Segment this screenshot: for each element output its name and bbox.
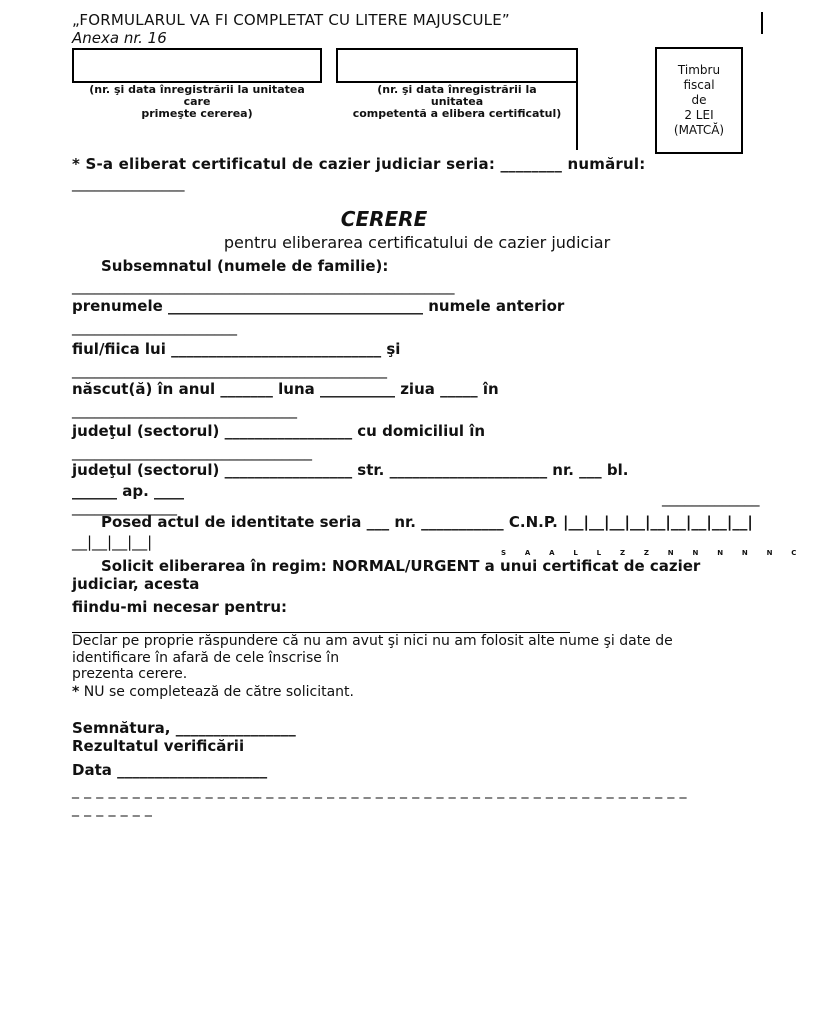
request-regime-continuation: judiciar, acesta [72,575,200,593]
apartment-line[interactable]: ______ ap. ____ [72,482,185,500]
applicant-note [72,684,354,700]
registration-box-receiving-unit[interactable] [72,48,322,83]
domicile-blank[interactable]: ________________________________ [72,443,312,461]
issued-certificate-line: * S-a eliberat certificatul de cazier judiciar seria: ________ numărul: [72,155,646,173]
family-name-blank[interactable]: ___________________________________________________ [72,277,455,295]
birth-line[interactable]: născut(ă) în anul _______ luna __________ ziua _____ în [72,380,499,398]
cnp-continuation[interactable]: __|__|__|__| [72,533,153,551]
page-title: CERERE [340,207,428,231]
registration-label-receiving-unit: (nr. şi data înregistrării la unitatea care primeşte cererea) [89,83,305,120]
first-name-line[interactable]: prenumele __________________________________ numele anterior [72,297,565,315]
annex-number: Anexa nr. 16 [72,29,167,47]
page-subtitle: pentru eliberarea certificatului de cazier judiciar [223,233,611,252]
verification-result-label: Rezultatul verificării [72,737,245,755]
county-birth-line[interactable]: judeţul (sectorul) _________________ cu domiciliul în [72,422,486,440]
county-address-line[interactable]: judeţul (sectorul) _________________ str. _____________________ nr. ___ bl. [72,461,629,479]
dashed-separator: _ _ _ _ _ _ _ _ _ _ _ _ _ _ _ _ _ _ _ _ _ _ _ _ _ _ _ _ _ _ _ _ _ _ _ _ _ _ _ _ _ _ _ _ _ _ _ _ _ _ _ [72,783,687,799]
dashed-separator-end: _ _ _ _ _ _ _ [72,801,153,817]
corner-mark [761,12,763,34]
note-asterisk: * [72,684,80,700]
note-text: NU se completează de către solicitant. [79,684,354,700]
declaration-line-2: identificare în afară de cele înscrise în [72,650,340,666]
cnp-letter-legend: S A A L L Z Z N N N N N C [501,549,805,557]
purpose-label: fiindu-mi necesar pentru: [72,598,287,616]
form-notice: „FORMULARUL VA FI COMPLETAT CU LITERE MAJUSCULE” [72,11,510,29]
address-extra-blank-2[interactable]: ______________ [72,498,177,516]
registration-box-competent-unit[interactable] [336,48,578,83]
issued-certificate-number-blank[interactable]: _______________ [72,174,185,192]
fiscal-stamp-box [655,47,743,154]
identity-document-line[interactable]: Posed actul de identitate seria ___ nr. ___________ C.N.P. |__|__|__|__|__|__|__|__|__| [101,513,753,531]
birth-place-blank[interactable]: ______________________________ [72,401,297,419]
date-line[interactable]: Data ____________________ [72,761,268,779]
parents-line[interactable]: fiul/fiica lui ____________________________ şi [72,340,401,358]
registration-label-competent-unit: (nr. şi data înregistrării la unitatea competentă a elibera certificatul) [352,83,562,120]
fiscal-stamp-text: Timbru fiscal de 2 LEI (MATCĂ) [673,63,725,137]
declaration-line-3: prezenta cerere. [72,666,188,682]
declaration-line-1: Declar pe proprie răspundere că nu am avut şi nici nu am folosit alte nume şi date de [72,633,673,649]
parents-blank[interactable]: __________________________________________ [72,361,387,379]
signature-line[interactable]: Semnătura, ________________ [72,719,296,737]
address-extra-blank[interactable]: _____________ [662,489,760,507]
previous-name-blank[interactable]: ______________________ [72,318,237,336]
family-name-label: Subsemnatul (numele de familie): [101,257,389,275]
request-regime-line: Solicit eliberarea în regim: NORMAL/URGENT a unui certificat de cazier [101,557,701,575]
